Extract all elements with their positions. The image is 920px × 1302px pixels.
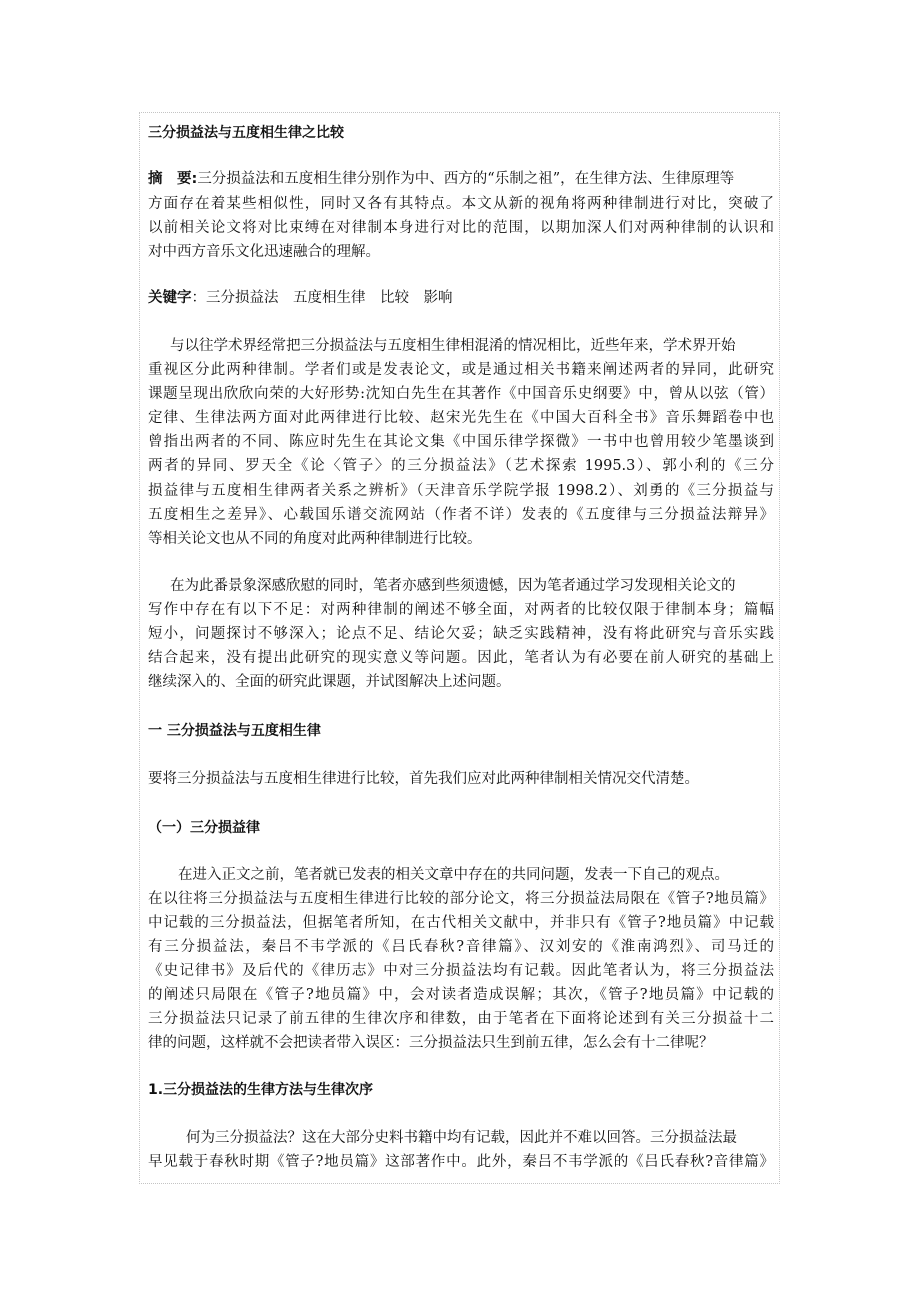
paragraph-2-line: 继续深入的、全面的研究此课题，并试图解决上述问题。 xyxy=(148,674,511,690)
paragraph-3-line: 中记载的三分损益法，但据笔者所知，在古代相关文献中，并非只有《管子?地员篇》中记载 xyxy=(148,915,774,931)
paragraph-1-line: 定律、生律法两方面对此两律进行比较、赵宋光先生在《中国大百科全书》音乐舞蹈卷中也 xyxy=(148,410,774,426)
paragraph-4-line: 何为三分损益法？这在大部分史料书籍中均有记载，因此并不难以回答。三分损益法最 xyxy=(186,1130,737,1146)
keywords-text: ：三分损益法 五度相生律 比较 影响 xyxy=(191,290,453,306)
paragraph-1-line: 两者的异同、罗天全《论〈管子〉的三分损益法》（艺术探索 1995.3）、郭小利的《三分 xyxy=(148,458,774,474)
paragraph-2-line: 写作中存在有以下不足：对两种律制的阐述不够全面，对两者的比较仅限于律制本身；篇幅 xyxy=(148,602,774,618)
paragraph-3-line: 《史记律书》及后代的《律历志》中对三分损益法均有记载。因此笔者认为，将三分损益法 xyxy=(148,963,774,979)
abstract-line-3: 以前相关论文将对比束缚在对律制本身进行对比的范围，以期加深人们对两种律制的认识和 xyxy=(148,220,774,236)
paragraph-1-line: 课题呈现出欣欣向荣的大好形势:沈知白先生在其著作《中国音乐史纲要》中，曾从以弦（管） xyxy=(148,386,774,402)
abstract-label: 摘 要: xyxy=(148,171,198,187)
paragraph-2-line: 结合起来，没有提出此研究的现实意义等问题。因此，笔者认为有必要在前人研究的基础上 xyxy=(148,650,774,666)
paragraph-1-line: 等相关论文也从不同的角度对此两种律制进行比较。 xyxy=(148,531,482,547)
document-frame xyxy=(139,112,780,1184)
paragraph-2-line: 短小，问题探讨不够深入；论点不足、结论欠妥；缺乏实践精神，没有将此研究与音乐实践 xyxy=(148,626,774,642)
paragraph-1-line: 重视区分此两种律制。学者们或是发表论文，或是通过相关书籍来阐述两者的异同，此研究 xyxy=(148,362,774,378)
paragraph-3-line: 律的问题，这样就不会把读者带入误区：三分损益法只生到前五律，怎么会有十二律呢？ xyxy=(148,1035,714,1051)
paragraph-3-line: 的阐述只局限在《管子?地员篇》中，会对读者造成误解；其次，《管子?地员篇》中记载的 xyxy=(148,987,774,1003)
abstract-line-4: 对中西方音乐文化迅速融合的理解。 xyxy=(148,244,380,260)
abstract-line-1: 摘 要:三分损益法和五度相生律分别作为中、西方的“乐制之祖”，在生律方法、生律原理等 xyxy=(148,171,735,187)
paragraph-3-line: 在进入正文之前，笔者就已发表的相关文章中存在的共同问题，发表一下自己的观点。 xyxy=(178,867,729,883)
subsection-1-heading: （一）三分损益律 xyxy=(148,820,260,836)
section-1-heading: 一 三分损益法与五度相生律 xyxy=(148,723,321,739)
paragraph-3-line: 在以往将三分损益法与五度相生律进行比较的部分论文，将三分损益法局限在《管子?地员篇》 xyxy=(148,891,774,907)
paragraph-1-line: 损益律与五度相生律两者关系之辨析》（天津音乐学院学报 1998.2）、刘勇的《三分损益与 xyxy=(148,483,774,499)
paragraph-3-line: 有三分损益法，秦吕不韦学派的《吕氏春秋?音律篇》、汉刘安的《淮南鸿烈》、司马迁的 xyxy=(148,939,774,955)
paragraph-3-line: 三分损益法只记录了前五律的生律次序和律数，由于笔者在下面将论述到有关三分损益十二 xyxy=(148,1011,774,1027)
document-title: 三分损益法与五度相生律之比较 xyxy=(148,125,344,141)
section-1-intro: 要将三分损益法与五度相生律进行比较，首先我们应对此两种律制相关情况交代清楚。 xyxy=(148,771,699,787)
abstract-line-2: 方面存在着某些相似性，同时又各有其特点。本文从新的视角将两种律制进行对比，突破了 xyxy=(148,196,774,212)
point-1-heading: 1.三分损益法的生律方法与生律次序 xyxy=(148,1082,374,1098)
keywords xyxy=(148,287,453,309)
keywords-label: 关键字 xyxy=(148,290,192,306)
paragraph-1-line: 曾指出两者的不同、陈应时先生在其论文集《中国乐律学探微》一书中也曾用较少笔墨谈到 xyxy=(148,434,774,450)
paragraph-1-line: 与以往学术界经常把三分损益法与五度相生律相混淆的情况相比，近些年来，学术界开始 xyxy=(170,338,736,354)
paragraph-1-line: 五度相生之差异》、心载国乐谱交流网站（作者不详）发表的《五度律与三分损益法辩异》 xyxy=(148,507,774,523)
paragraph-4-line: 早见载于春秋时期《管子?地员篇》这部著作中。此外，秦吕不韦学派的《吕氏春秋?音律篇》 xyxy=(148,1154,774,1170)
paragraph-2-line: 在为此番景象深感欣慰的同时，笔者亦感到些须遗憾，因为笔者通过学习发现相关论文的 xyxy=(170,578,736,594)
